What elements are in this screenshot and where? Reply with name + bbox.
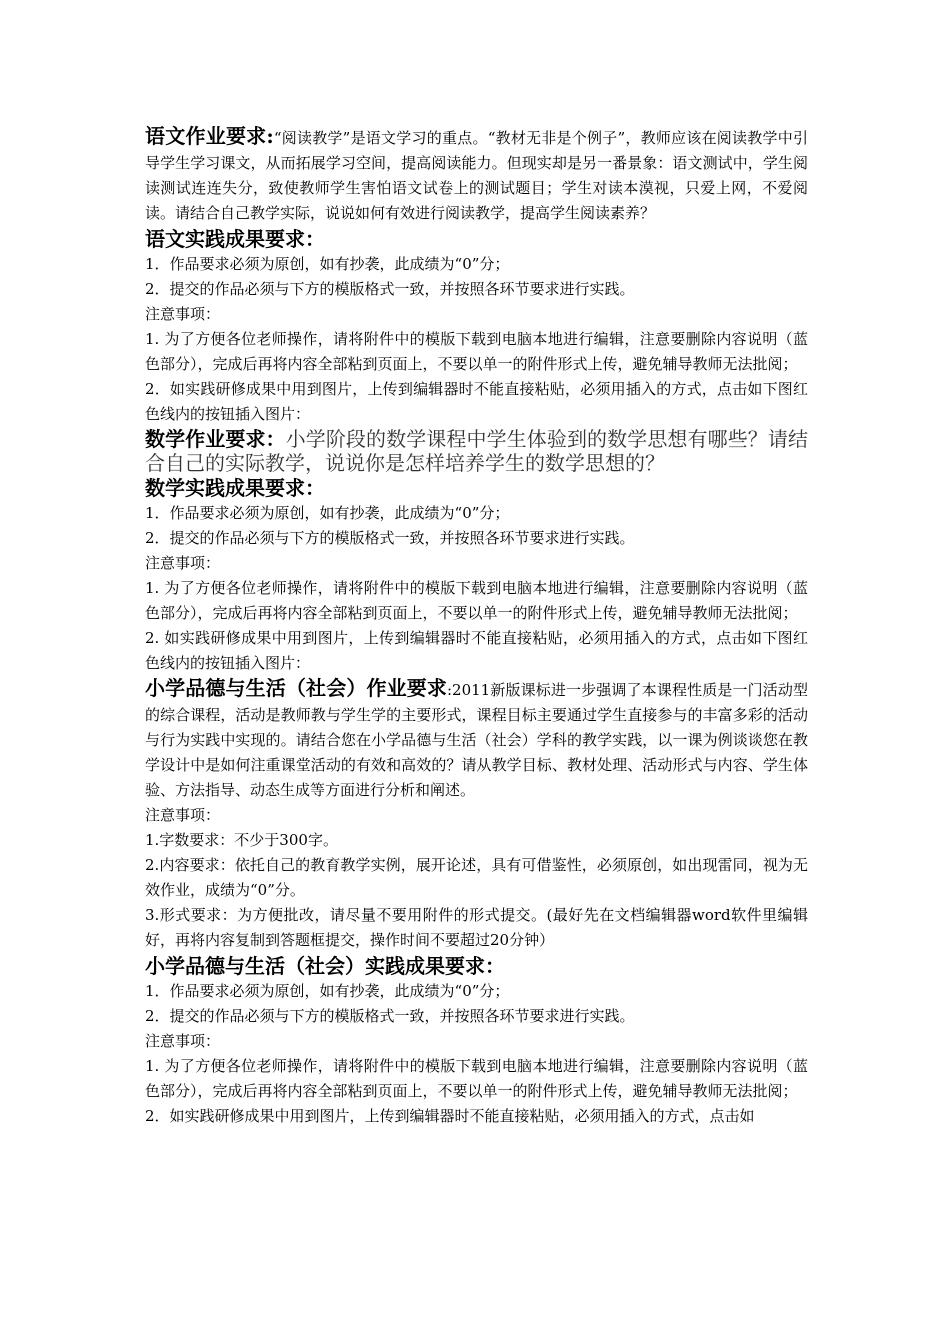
morality-note: 注意事项：: [145, 806, 221, 824]
morality-item: 1．作品要求必须为原创，如有抄袭，此成绩为“0”分；: [145, 982, 510, 1000]
morality-note: 3.形式要求：为方便批改，请尽量不要用附件的形式提交。(最好先在文档编辑器word软件里编辑好，再将内容复制到答题框提交，操作时间不要超过20分钟）: [145, 906, 808, 949]
morality-homework-heading: 小学品德与生活（社会）作业要求: [145, 676, 447, 700]
chinese-homework-heading: 语文作业要求:: [145, 124, 274, 148]
morality-note: 1.字数要求：不少于300字。: [145, 831, 338, 849]
chinese-item: 1．作品要求必须为原创，如有抄袭，此成绩为“0”分；: [145, 255, 510, 273]
math-practice-heading: 数学实践成果要求：: [145, 476, 325, 500]
morality-item: 1. 为了方便各位老师操作，请将附件中的模版下载到电脑本地进行编辑，注意要删除内容说明（蓝色部分），完成后再将内容全部粘到页面上，不要以单一的附件形式上传，避免辅导教师无法批阅；: [145, 1057, 808, 1100]
morality-item: 2．如实践研修成果中用到图片，上传到编辑器时不能直接粘贴，必须用插入的方式，点击如: [145, 1107, 755, 1125]
chinese-homework-text: “阅读教学”是语文学习的重点。“教材无非是个例子”，教师应该在阅读教学中引导学生学习课文，从而拓展学习空间，提高阅读能力。但现实却是另一番景象：语文测试中，学生阅读测试连连失分，致使教师学生害怕语文试卷上的测试题目；学生对读本漠视，只爱上网，不爱阅读。请结合自己教学实际，说说如何有效进行阅读教学，提高学生阅读素养？: [145, 129, 808, 222]
math-homework-paragraph: [145, 427, 808, 475]
morality-homework-paragraph: [145, 676, 808, 803]
morality-note: 2.内容要求：依托自己的教育教学实例，展开论述，具有可借鉴性，必须原创，如出现雷同，视为无效作业，成绩为“0”分。: [145, 856, 808, 899]
morality-practice-heading: 小学品德与生活（社会）实践成果要求：: [145, 954, 505, 978]
chinese-item: 注意事项：: [145, 305, 221, 323]
math-item: 注意事项：: [145, 554, 221, 572]
math-item: 2. 如实践研修成果中用到图片，上传到编辑器时不能直接粘贴，必须用插入的方式，点击如下图红色线内的按钮插入图片：: [145, 629, 808, 672]
morality-homework-text: :2011新版课标进一步强调了本课程性质是一门活动型的综合课程，活动是教师教与学生学的主要形式，课程目标主要通过学生直接参与的丰富多彩的活动与行为实践中实现的。请结合您在小学品德与生活（社会）学科的教学实践，以一课为例谈谈您在教学设计中是如何注重课堂活动的有效和高效的？请从教学目标、教材处理、活动形式与内容、学生体验、方法指导、动态生成等方面进行分析和阐述。: [145, 681, 809, 799]
chinese-homework-paragraph: [145, 124, 808, 226]
math-item: 2．提交的作品必须与下方的模版格式一致，并按照各环节要求进行实践。: [145, 529, 635, 547]
morality-item: 注意事项：: [145, 1032, 221, 1050]
math-homework-heading: 数学作业要求：: [145, 427, 286, 451]
chinese-item: 2．如实践研修成果中用到图片，上传到编辑器时不能直接粘贴，必须用插入的方式，点击如下图红色线内的按钮插入图片：: [145, 380, 808, 423]
chinese-item: 2．提交的作品必须与下方的模版格式一致，并按照各环节要求进行实践。: [145, 280, 635, 298]
math-item: 1．作品要求必须为原创，如有抄袭，此成绩为“0”分；: [145, 504, 510, 522]
chinese-practice-heading: 语文实践成果要求：: [145, 227, 325, 251]
morality-item: 2．提交的作品必须与下方的模版格式一致，并按照各环节要求进行实践。: [145, 1007, 635, 1025]
chinese-item: 1. 为了方便各位老师操作，请将附件中的模版下载到电脑本地进行编辑，注意要删除内容说明（蓝色部分），完成后再将内容全部粘到页面上，不要以单一的附件形式上传，避免辅导教师无法批阅；: [145, 330, 808, 373]
math-homework-text: 小学阶段的数学课程中学生体验到的数学思想有哪些？请结合自己的实际教学，说说你是怎样培养学生的数学思想的？: [145, 427, 808, 475]
math-item: 1. 为了方便各位老师操作，请将附件中的模版下载到电脑本地进行编辑，注意要删除内容说明（蓝色部分），完成后再将内容全部粘到页面上，不要以单一的附件形式上传，避免辅导教师无法批阅；: [145, 579, 808, 622]
